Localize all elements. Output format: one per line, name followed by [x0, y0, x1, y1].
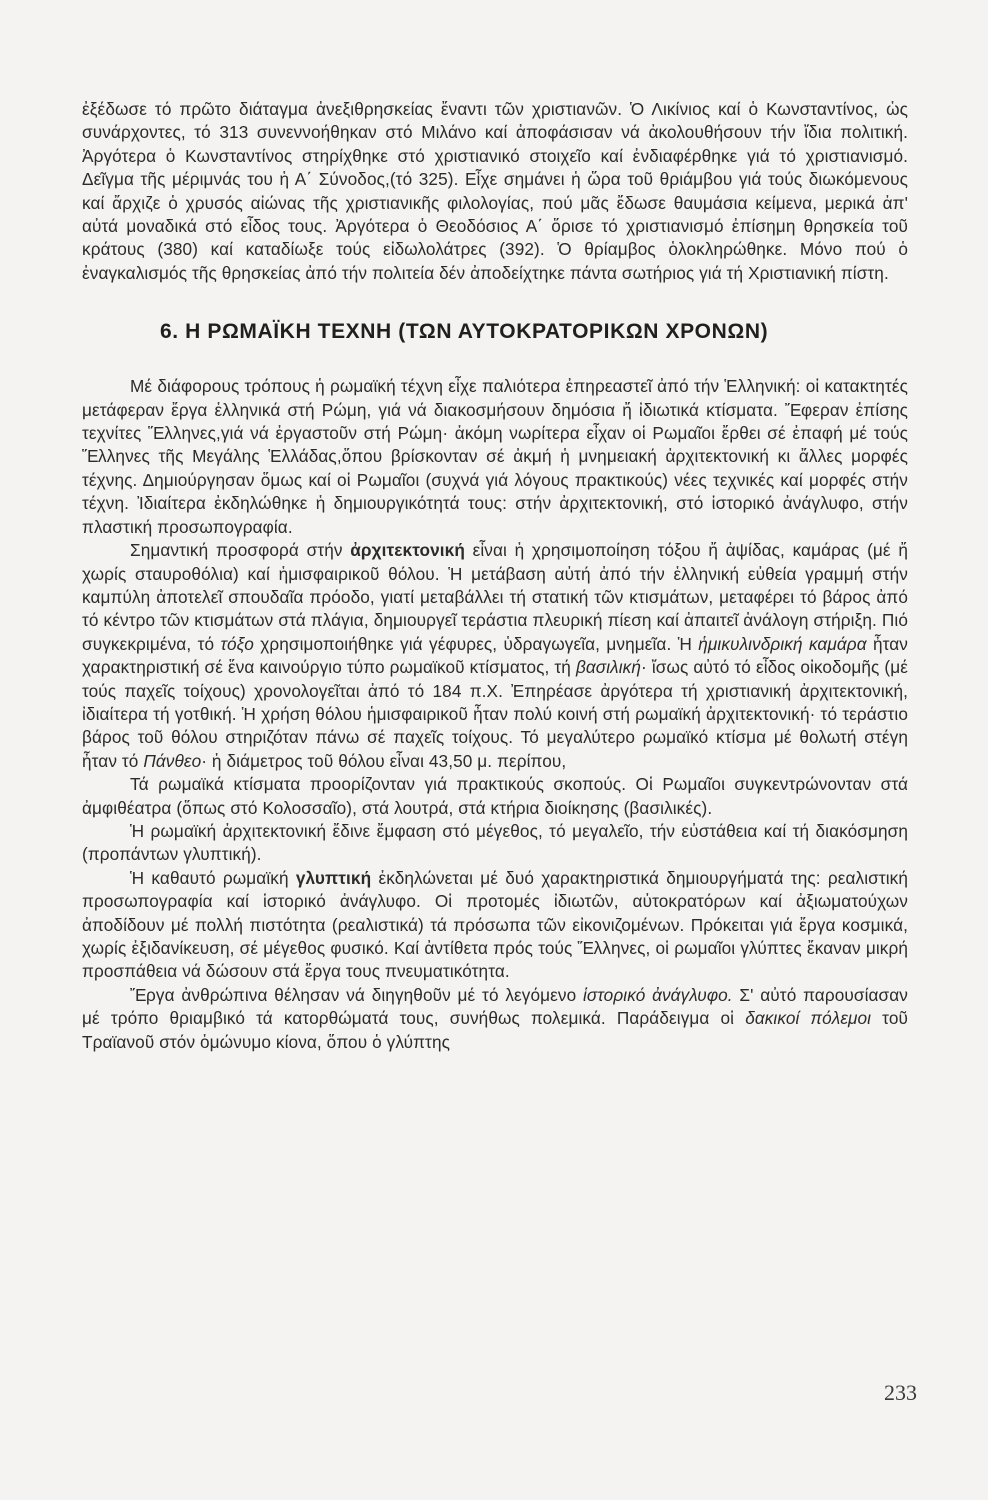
- intro-paragraph: ἐξέδωσε τό πρῶτο διάταγμα ἀνεξιθρησκείας ἔναντι τῶν χριστιανῶν. Ὁ Λικίνιος καί ὁ Κωνσταντίνος, ὡς συνάρχοντες, τό 313 συνεννοήθηκαν στό Μιλάνο καί ἀποφάσισαν νά ἀκολουθήσουν τήν ἴδια πολιτική. Ἀργότερα ὁ Κωνσταντίνος στηρίχθηκε στό χριστιανικό στοιχεῖο καί ἐνδιαφέρθηκε γιά τό χριστιανισμό. Δεῖγμα τῆς μέριμνάς του ἡ Α΄ Σύνοδος,(τό 325). Εἶχε σημάνει ἡ ὥρα τοῦ θριάμβου γιά τούς διωκόμενους καί ἄρχιζε ὁ χρυσός αἰώνας τῆς χριστιανικῆς φιλολογίας, πού μᾶς ἔδωσε θαυμάσια κείμενα, μερικά ἀπ' αὐτά μοναδικά στό εἶδος τους. Ἀργότερα ὁ Θεοδόσιος Α΄ ὅρισε τό χριστιανισμό ἐπίσημη θρησκεία τοῦ κράτους (380) καί καταδίωξε τούς εἰδωλολάτρες (392). Ὁ θρίαμβος ὁλοκληρώθηκε. Μόνο πού ὁ ἐναγκαλισμός τῆς θρησκείας ἀπό τήν πολιτεία δέν ἀποδείχτηκε πάντα σωτήριος γιά τή Χριστιανική πίστη.: [82, 99, 908, 283]
- paragraph-architecture: [82, 539, 908, 773]
- bold-term-architecture: ἀρχιτεκτονική: [350, 540, 465, 561]
- text-run: ἦταν χαρακτηριστική σέ ἕνα καινούργιο τύπο ρωμαϊκοῦ κτίσματος, τή: [82, 633, 908, 678]
- text-run: χρησιμοποιήθηκε γιά γέφυρες, ὑδραγωγεῖα, μνημεῖα. Ἡ: [253, 633, 699, 654]
- text-run: · ἡ διάμετρος τοῦ θόλου εἶναι 43,50 μ. περίπου,: [201, 750, 567, 771]
- text-run: Σημαντική προσφορά στήν: [130, 540, 351, 561]
- italic-term-arch: τόξο: [220, 633, 254, 654]
- text-run: Ἔργα ἀνθρώπινα θέλησαν νά διηγηθοῦν μέ τό λεγόμενο: [130, 984, 584, 1005]
- document-page: [82, 98, 908, 1054]
- text-run: τοῦ Τραϊανοῦ στόν ὁμώνυμο κίονα, ὅπου ὁ γλύπτης: [82, 1008, 908, 1052]
- text-run: εἶναι ἡ χρησιμοποίηση τόξου ἤ ἀψίδας, καμάρας (μέ ἤ χωρίς σταυροθόλια) καί ἡμισφαιρικοῦ θόλου. Ἡ μετάβαση αὐτή ἀπό τήν ἑλληνική εὐθεία γραμμή στήν καμπύλη ἀποτελεῖ σπουδαῖα πρόοδο, γιατί μεταβάλλει τή στατική τῶν κτισμάτων, μεταφέρει τό βάρος ἀπό τό κέντρο τῶν κτισμάτων στά πλάγια, δημιουργεῖ τεράστια πλευρική πίεση καί ἀπαιτεῖ ἀνάλογη στήριξη. Πιό συγκεκριμένα, τό: [82, 540, 909, 654]
- paragraph-influence: Μέ διάφορους τρόπους ἡ ρωμαϊκή τέχνη εἶχε παλιότερα ἐπηρεαστεῖ ἀπό τήν Ἑλληνική: οἱ κατακτητές μετάφεραν ἔργα ἑλληνικά στή Ρώμη, γιά νά διακοσμήσουν δημόσια ἤ ἰδιωτικά κτίσματα. Ἔφεραν ἐπίσης τεχνίτες Ἕλληνες,γιά νά ἐργαστοῦν στή Ρώμη· ἀκόμη νωρίτερα εἶχαν οἱ Ρωμαῖοι ἔρθει σέ ἐπαφή μέ τούς Ἕλληνες τῆς Μεγάλης Ἑλλάδας,ὅπου βρίσκονταν σέ ἀκμή ἡ μνημειακή ἀρχιτεκτονική κι ἄλλες μορφές τέχνης. Δημιούργησαν ὅμως καί οἱ Ρωμαῖοι (συχνά γιά λόγους πρακτικούς) νέες τεχνικές καί μορφές στήν τέχνη. Ἰδιαίτερα ἐκδηλώθηκε ἡ δημιουργικότητά τους: στήν ἀρχιτεκτονική, στό ἱστορικό ἀνάγλυφο, στήν πλαστική προσωπογραφία.: [82, 376, 908, 537]
- italic-term-pantheon: Πάνθεο: [143, 750, 202, 771]
- text-run: ἐκδηλώνεται μέ δυό χαρακτηριστικά δημιουργήματά της: ρεαλιστική προσωπογραφία καί ἱστορικό ἀνάγλυφο. Οἱ προτομές ἰδιωτῶν, αὐτοκρατόρων καί ἀξιωματούχων ἀποδίδουν μέ πολλή πιστότητα (ρεαλιστικά) τά πρόσωπα τῶν εἰκονιζομένων. Πρόκειται γιά ἔργα κοσμικά, χωρίς ἐξιδανίκευση, σέ μέγεθος φυσικό. Καί ἀντίθετα πρός τούς Ἕλληνες, οἱ ρωμαῖοι γλύπτες ἔκαναν μικρή προσπάθεια νά δώσουν στά ἔργα τους πνευματικότητα.: [82, 867, 908, 982]
- italic-term-basilica: βασιλική: [575, 657, 641, 678]
- paragraph-emphasis: Ἡ ρωμαϊκή ἀρχιτεκτονική ἔδινε ἔμφαση στό μέγεθος, τό μεγαλεῖο, τήν εὐστάθεια καί τή διακόσμηση (προπάντων γλυπτική).: [82, 820, 908, 865]
- page-number: 233: [884, 1380, 917, 1405]
- italic-term-dacian-wars: δακικοί πόλεμοι: [745, 1008, 872, 1029]
- section-heading: 6. Η ΡΩΜΑΪΚΗ ΤΕΧΝΗ (ΤΩΝ ΑΥΤΟΚΡΑΤΟΡΙΚΩΝ ΧΡΟΝΩΝ): [160, 320, 769, 344]
- italic-term-vault: ἡμικυλινδρική καμάρα: [698, 633, 867, 654]
- section-body: [82, 375, 908, 1054]
- text-run: Σ' αὐτό παρουσίασαν μέ τρόπο θριαμβικό τά κατορθώματά τους, συνήθως πολεμικά. Παράδειγμα οἱ: [82, 984, 908, 1029]
- bold-term-sculpture: γλυπτική: [295, 867, 372, 888]
- text-run: · ἴσως αὐτό τό εἶδος οἰκοδομῆς (μέ τούς παχεῖς τοίχους) χρονολογεῖται ἀπό τό 184 π.Χ. Ἐπηρέασε ἀργότερα τή χριστιανική ἀρχιτεκτονική, ἰδιαίτερα τή γοτθική. Ἡ χρήση θόλου ἡμισφαιρικοῦ ἦταν πολύ κοινή στή ρωμαϊκή ἀρχιτεκτονική· τό τεράστιο βάρος τοῦ θόλου στηριζόταν πάνω σέ παχεῖς τοίχους. Τό μεγαλύτερο ρωμαϊκό κτίσμα μέ θολωτή στέγη ἦταν τό: [82, 657, 908, 771]
- paragraph-buildings: Τά ρωμαϊκά κτίσματα προορίζονταν γιά πρακτικούς σκοπούς. Οἱ Ρωμαῖοι συγκεντρώνονταν στά ἀμφιθέατρα (ὅπως στό Κολοσσαῖο), στά λουτρά, στά κτήρια διοίκησης (βασιλικές).: [82, 774, 908, 818]
- paragraph-sculpture: [82, 867, 908, 984]
- paragraph-relief: [82, 984, 908, 1054]
- text-run: Ἡ καθαυτό ρωμαϊκή: [130, 867, 296, 888]
- italic-term-relief: ἱστορικό ἀνάγλυφο.: [583, 984, 733, 1005]
